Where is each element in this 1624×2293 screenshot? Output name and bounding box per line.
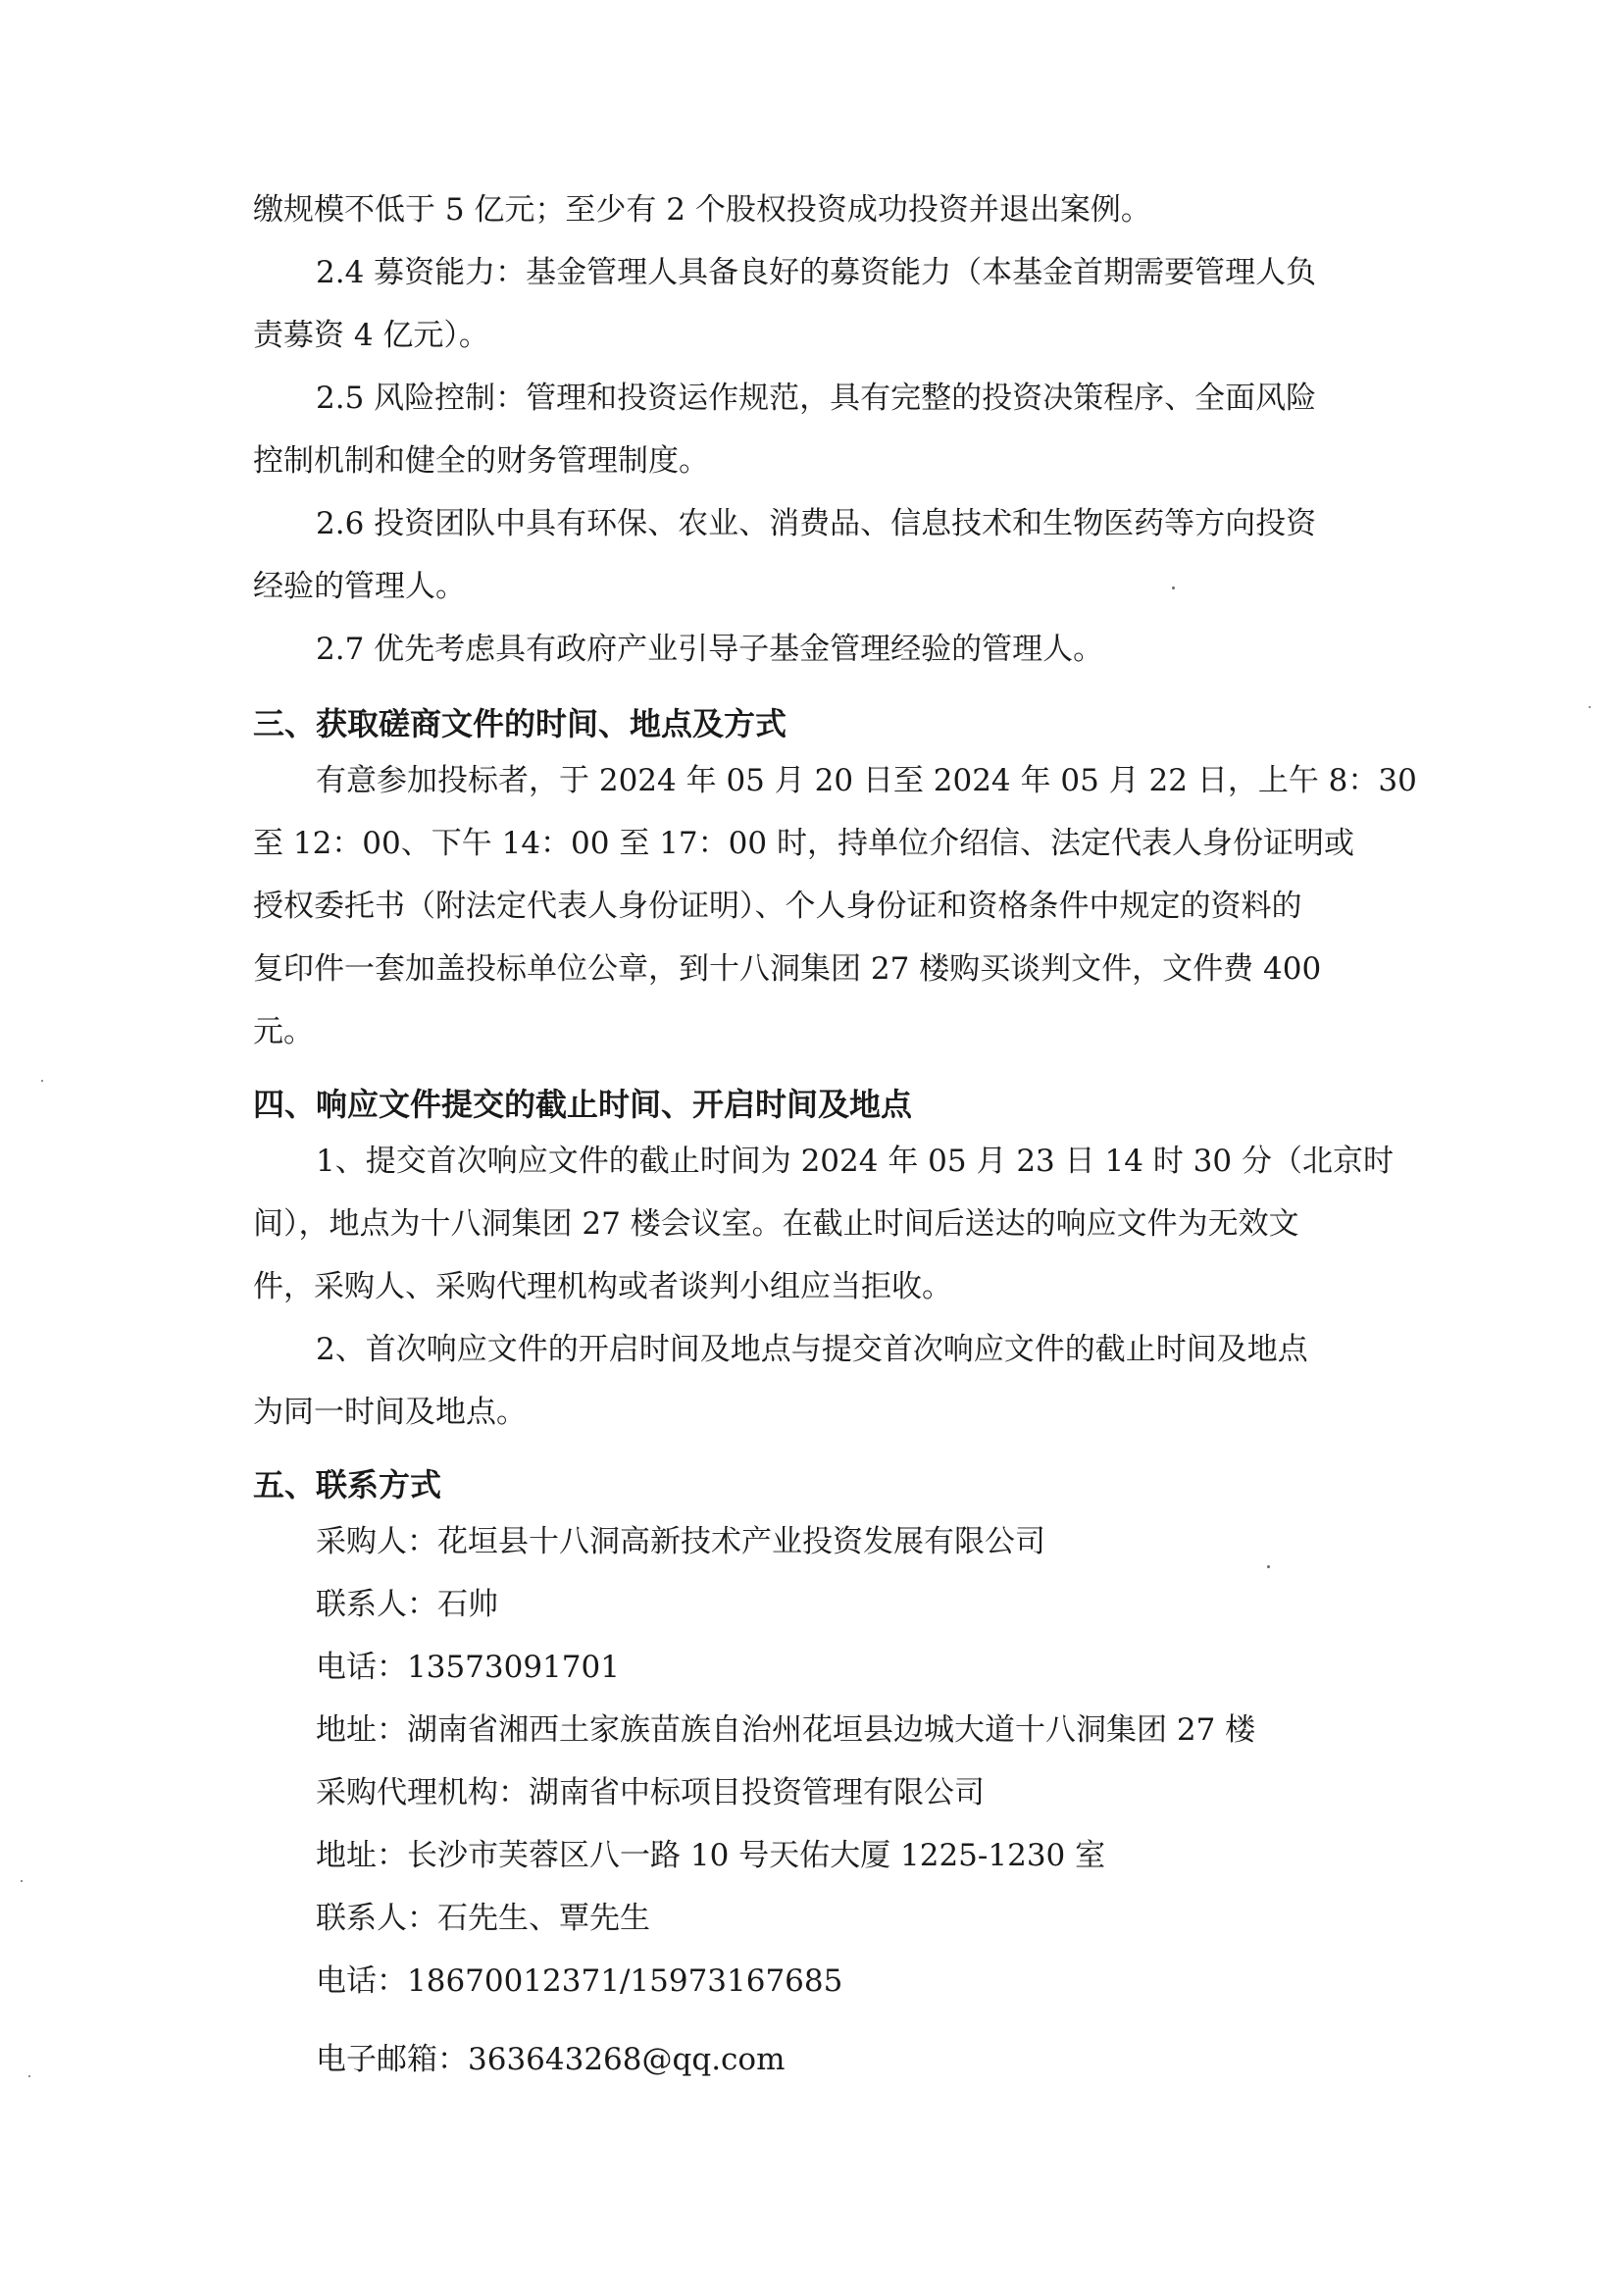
section4-line: 件，采购人、采购代理机构或者谈判小组应当拒收。 [253, 1269, 952, 1304]
agency-address: 地址：长沙市芙蓉区八一路 10 号天佑大厦 1225-1230 室 [316, 1838, 1106, 1873]
scan-speck [41, 1080, 43, 1082]
scan-speck [1172, 586, 1175, 589]
qualification-line: 经验的管理人。 [253, 569, 466, 604]
qualification-item-2-6: 2.6 投资团队中具有环保、农业、消费品、信息技术和生物医药等方向投资 [316, 506, 1317, 541]
section3-line: 复印件一套加盖投标单位公章，到十八洞集团 27 楼购买谈判文件，文件费 400 [253, 951, 1322, 987]
qualification-item-2-4: 2.4 募资能力：基金管理人具备良好的募资能力（本基金首期需要管理人负 [316, 255, 1317, 290]
scan-speck [28, 2075, 30, 2077]
qualification-line: 控制机制和健全的财务管理制度。 [253, 443, 709, 479]
agency-email: 电子邮箱：363643268@qq.com [316, 2042, 786, 2077]
qualification-line: 缴规模不低于 5 亿元；至少有 2 个股权投资成功投资并退出案例。 [253, 192, 1151, 228]
qualification-line: 责募资 4 亿元）。 [253, 318, 489, 353]
purchaser-name: 采购人：花垣县十八洞高新技术产业投资发展有限公司 [316, 1524, 1045, 1559]
scan-speck [1267, 1565, 1270, 1568]
scan-speck [21, 1880, 23, 1882]
section-heading-3: 三、获取磋商文件的时间、地点及方式 [253, 705, 787, 742]
section-heading-4: 四、响应文件提交的截止时间、开启时间及地点 [253, 1086, 913, 1123]
section4-line: 间），地点为十八洞集团 27 楼会议室。在截止时间后送达的响应文件为无效文 [253, 1206, 1299, 1242]
agency-phone: 电话：18670012371/15973167685 [316, 1963, 843, 1999]
section4-line: 为同一时间及地点。 [253, 1395, 527, 1430]
section3-line: 元。 [253, 1014, 314, 1049]
section3-line: 有意参加投标者，于 2024 年 05 月 20 日至 2024 年 05 月 22 日，上午 8：30 [316, 763, 1417, 798]
qualification-item-2-7: 2.7 优先考虑具有政府产业引导子基金管理经验的管理人。 [316, 632, 1104, 667]
purchaser-contact-person: 联系人：石帅 [316, 1587, 498, 1622]
agency-contact-person: 联系人：石先生、覃先生 [316, 1901, 650, 1936]
qualification-item-2-5: 2.5 风险控制：管理和投资运作规范，具有完整的投资决策程序、全面风险 [316, 381, 1317, 416]
section-heading-5: 五、联系方式 [253, 1466, 442, 1503]
section4-item-2: 2、首次响应文件的开启时间及地点与提交首次响应文件的截止时间及地点 [316, 1332, 1308, 1367]
section3-line: 至 12：00、下午 14：00 至 17：00 时，持单位介绍信、法定代表人身份证明或 [253, 826, 1354, 861]
agency-name: 采购代理机构：湖南省中标项目投资管理有限公司 [316, 1775, 985, 1810]
purchaser-address: 地址：湖南省湘西土家族苗族自治州花垣县边城大道十八洞集团 27 楼 [316, 1712, 1256, 1748]
purchaser-phone: 电话：13573091701 [316, 1650, 620, 1685]
section4-item-1: 1、提交首次响应文件的截止时间为 2024 年 05 月 23 日 14 时 30 分（北京时 [316, 1144, 1394, 1179]
section3-line: 授权委托书（附法定代表人身份证明）、个人身份证和资格条件中规定的资料的 [253, 889, 1302, 924]
scan-speck [1589, 706, 1591, 708]
